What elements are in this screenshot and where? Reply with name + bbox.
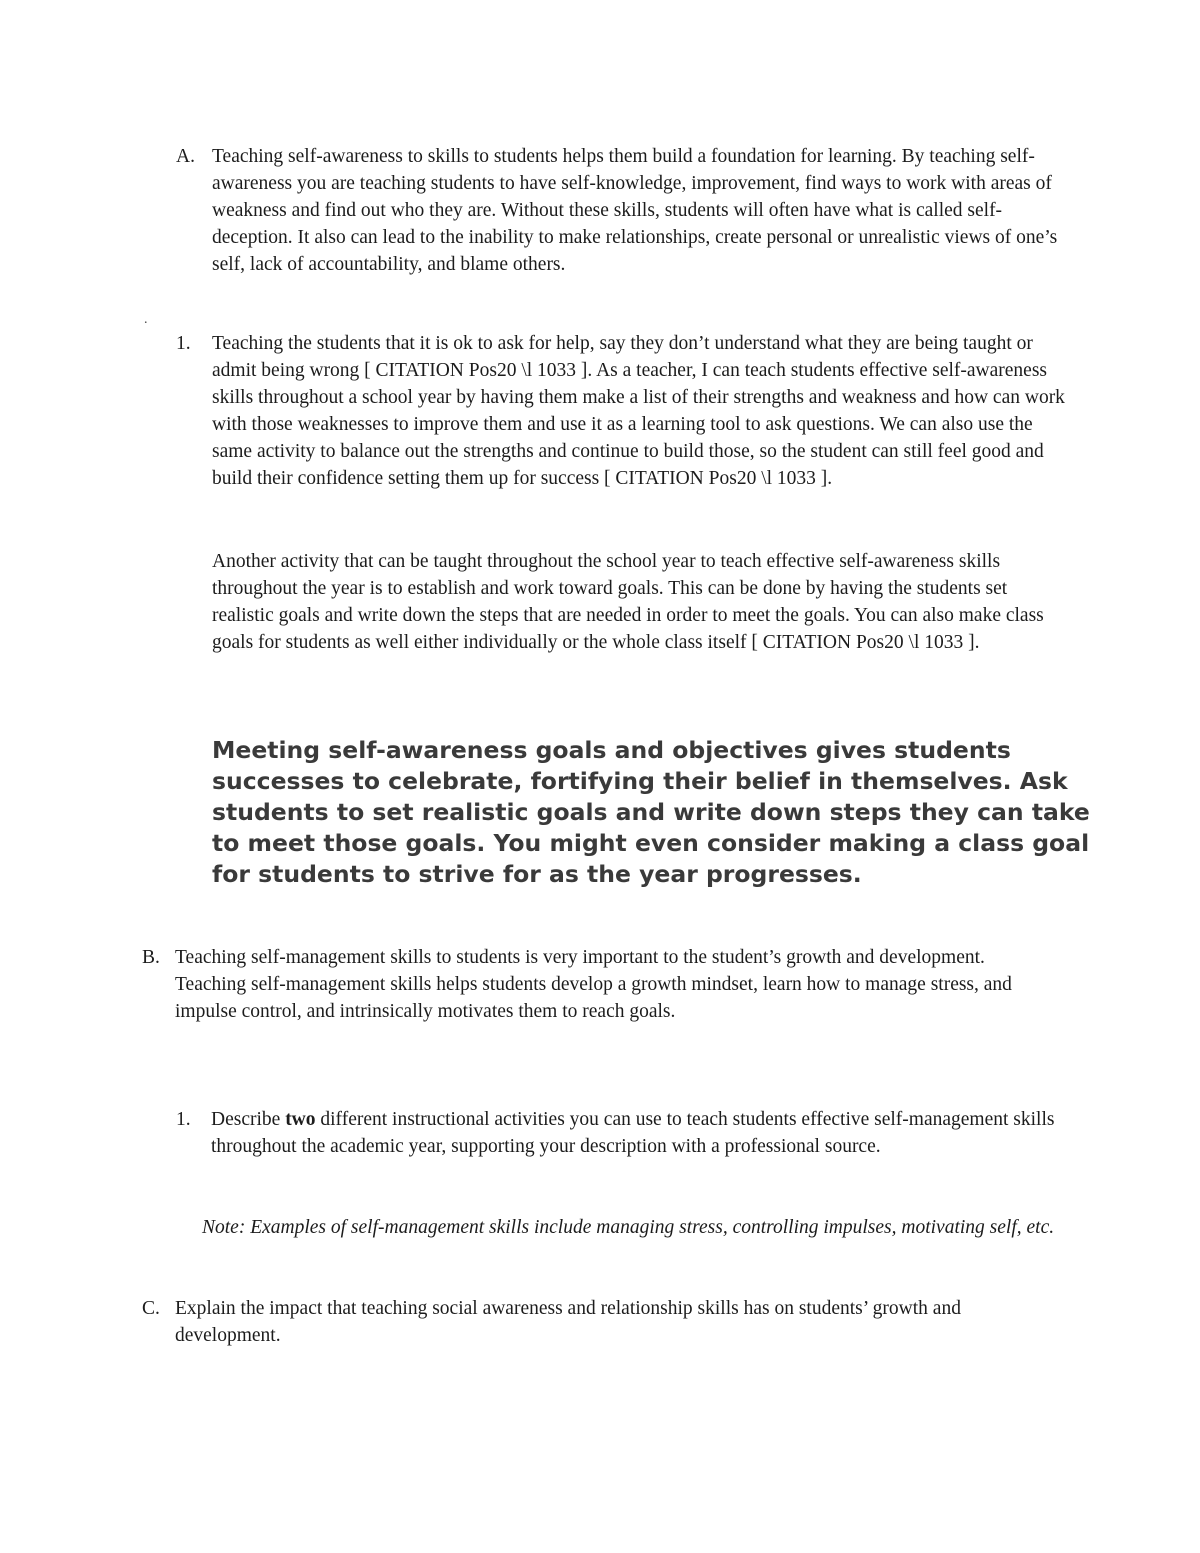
section-c-marker: C. — [142, 1298, 160, 1319]
item-b1-text-before: Describe — [211, 1109, 286, 1130]
section-a-text: Teaching self-awareness to skills to students helps them build a foundation for learning. By teaching self-awareness you are teaching students to have self-knowledge, improvement, find ways to work with areas of weakness and find out who they are. Without these skills, students will often have what is called self-deception. It also can lead to the inability to make relationships, create personal or unrealistic views of one’s self, lack of accountability, and blame others. — [212, 146, 1058, 275]
item-b1-text-bold: two — [285, 1109, 316, 1130]
callout-text: Meeting self-awareness goals and objectives gives students successes to celebrate, fortifying their belief in themselves. Ask students to set realistic goals and write down steps they can take to meet those goals. You might even consider making a class goal for students to strive for as the year progresses. — [212, 736, 1090, 888]
stray-mark: . — [144, 312, 148, 327]
item-b1-note: Note: Examples of self-management skills include managing stress, controlling impulses, motivating self, etc. — [202, 1217, 1055, 1238]
section-c-text: Explain the impact that teaching social awareness and relationship skills has on students’ growth and development. — [175, 1298, 961, 1346]
section-a-marker: A. — [176, 146, 195, 167]
item-b1-text — [211, 1106, 1071, 1160]
section-b-text: Teaching self-management skills to students is very important to the student’s growth and development. Teaching self-management skills helps students develop a growth mindset, learn how to manage stress, and impulse control, and intrinsically motivates them to reach goals. — [175, 947, 1012, 1022]
item-a1-marker: 1. — [176, 333, 191, 354]
section-b-marker: B. — [142, 947, 160, 968]
item-b1-marker: 1. — [176, 1109, 191, 1130]
item-a1-paragraph-2: Another activity that can be taught throughout the school year to teach effective self-awareness skills throughout the year is to establish and work toward goals. This can be done by having the students set realistic goals and write down the steps that are needed in order to meet the goals. You can also make class goals for students as well either individually or the whole class itself [ CITATION Pos20 \l 1033 ]. — [212, 551, 1044, 653]
item-a1-paragraph-1: Teaching the students that it is ok to ask for help, say they don’t understand what they are being taught or admit being wrong [ CITATION Pos20 \l 1033 ]. As a teacher, I can teach students effective self-awareness skills throughout a school year by having them make a list of their strengths and weakness and how can work with those weaknesses to improve them and use it as a learning tool to ask questions. We can also use the same activity to balance out the strengths and continue to build those, so the student can still feel good and build their confidence setting them up for success [ CITATION Pos20 \l 1033 ]. — [212, 333, 1065, 489]
item-b1-text-after: different instructional activities you can use to teach students effective self-management skills throughout the academic year, supporting your description with a professional source. — [211, 1109, 1055, 1157]
